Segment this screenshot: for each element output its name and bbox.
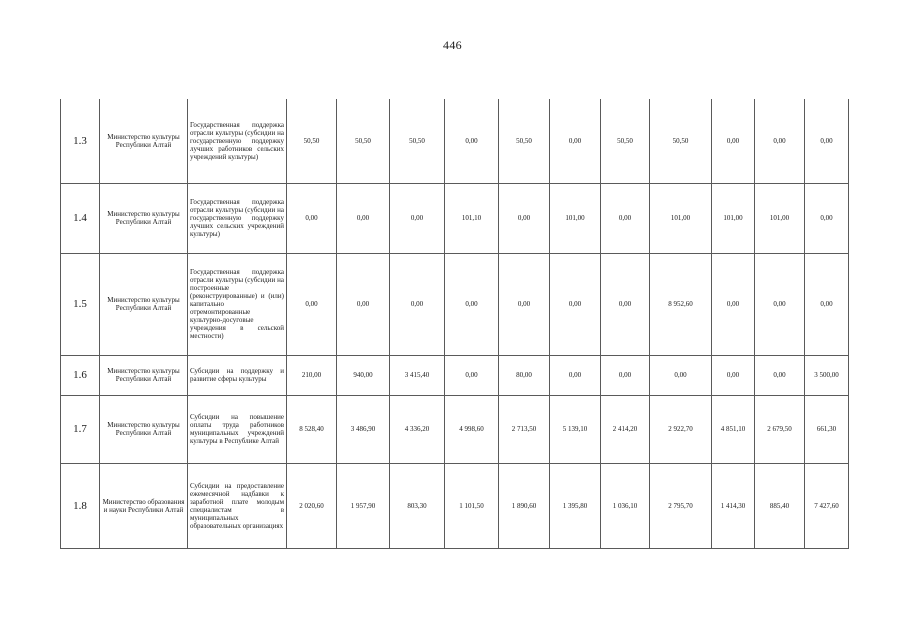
- value-cell: 0,00: [337, 183, 390, 253]
- value-cell: 1 036,10: [601, 463, 650, 548]
- value-cell: 0,00: [499, 253, 550, 355]
- description-cell: Государственная поддержка отрасли культуры (субсидии на государственную поддержку лучших работников сельских учреждений культуры): [188, 99, 287, 183]
- value-cell: 0,00: [445, 253, 499, 355]
- value-cell: 50,50: [287, 99, 337, 183]
- value-cell: 101,00: [650, 183, 712, 253]
- value-cell: 8 528,40: [287, 395, 337, 463]
- value-cell: 0,00: [805, 99, 849, 183]
- organization-cell: Министерство культуры Республики Алтай: [100, 183, 188, 253]
- value-cell: 0,00: [390, 183, 445, 253]
- value-cell: 0,00: [337, 253, 390, 355]
- value-cell: 50,50: [390, 99, 445, 183]
- row-number: 1.4: [61, 183, 100, 253]
- value-cell: 2 679,50: [755, 395, 805, 463]
- budget-table: [60, 99, 849, 549]
- value-cell: 0,00: [445, 99, 499, 183]
- value-cell: 0,00: [805, 253, 849, 355]
- value-cell: 0,00: [712, 99, 755, 183]
- value-cell: 2 414,20: [601, 395, 650, 463]
- row-number: 1.5: [61, 253, 100, 355]
- description-cell: Субсидии на поддержку и развитие сферы культуры: [188, 355, 287, 395]
- value-cell: 661,30: [805, 395, 849, 463]
- value-cell: 3 486,90: [337, 395, 390, 463]
- description-cell: Субсидии на предоставление ежемесячной надбавки к заработной плате молодым специалистам в муниципальных образовательных организациях: [188, 463, 287, 548]
- value-cell: 885,40: [755, 463, 805, 548]
- value-cell: 4 998,60: [445, 395, 499, 463]
- description-cell: Государственная поддержка отрасли культуры (субсидии на государственную поддержку лучших сельских учреждений культуры): [188, 183, 287, 253]
- value-cell: 50,50: [499, 99, 550, 183]
- row-number: 1.7: [61, 395, 100, 463]
- value-cell: 940,00: [337, 355, 390, 395]
- table-row: [61, 99, 849, 183]
- value-cell: 5 139,10: [550, 395, 601, 463]
- value-cell: 0,00: [805, 183, 849, 253]
- value-cell: 1 414,30: [712, 463, 755, 548]
- value-cell: 0,00: [755, 355, 805, 395]
- organization-cell: Министерство образования и науки Республики Алтай: [100, 463, 188, 548]
- value-cell: 0,00: [601, 253, 650, 355]
- value-cell: 4 851,10: [712, 395, 755, 463]
- value-cell: 2 713,50: [499, 395, 550, 463]
- table-row: [61, 463, 849, 548]
- value-cell: 0,00: [712, 355, 755, 395]
- value-cell: 0,00: [287, 183, 337, 253]
- row-number: 1.8: [61, 463, 100, 548]
- value-cell: 50,50: [601, 99, 650, 183]
- value-cell: 101,00: [712, 183, 755, 253]
- value-cell: 101,00: [755, 183, 805, 253]
- value-cell: 2 922,70: [650, 395, 712, 463]
- value-cell: 7 427,60: [805, 463, 849, 548]
- value-cell: 1 101,50: [445, 463, 499, 548]
- value-cell: 0,00: [650, 355, 712, 395]
- organization-cell: Министерство культуры Республики Алтай: [100, 395, 188, 463]
- value-cell: 0,00: [550, 99, 601, 183]
- row-number: 1.3: [61, 99, 100, 183]
- table-row: [61, 355, 849, 395]
- value-cell: 3 415,40: [390, 355, 445, 395]
- value-cell: 50,50: [650, 99, 712, 183]
- value-cell: 50,50: [337, 99, 390, 183]
- value-cell: 2 795,70: [650, 463, 712, 548]
- value-cell: 803,30: [390, 463, 445, 548]
- value-cell: 210,00: [287, 355, 337, 395]
- value-cell: 2 020,60: [287, 463, 337, 548]
- value-cell: 0,00: [755, 253, 805, 355]
- table-row: [61, 395, 849, 463]
- value-cell: 0,00: [499, 183, 550, 253]
- value-cell: 1 957,90: [337, 463, 390, 548]
- page-number: 446: [443, 38, 462, 52]
- description-cell: Субсидии на повышение оплаты труда работников муниципальных учреждений культуры в Республике Алтай: [188, 395, 287, 463]
- value-cell: 0,00: [445, 355, 499, 395]
- row-number: 1.6: [61, 355, 100, 395]
- value-cell: 1 890,60: [499, 463, 550, 548]
- table-row: [61, 183, 849, 253]
- value-cell: 0,00: [550, 253, 601, 355]
- value-cell: 101,10: [445, 183, 499, 253]
- value-cell: 0,00: [390, 253, 445, 355]
- value-cell: 80,00: [499, 355, 550, 395]
- value-cell: 0,00: [550, 355, 601, 395]
- value-cell: 0,00: [287, 253, 337, 355]
- organization-cell: Министерство культуры Республики Алтай: [100, 99, 188, 183]
- value-cell: 8 952,60: [650, 253, 712, 355]
- organization-cell: Министерство культуры Республики Алтай: [100, 253, 188, 355]
- table-row: [61, 253, 849, 355]
- value-cell: 0,00: [755, 99, 805, 183]
- value-cell: 101,00: [550, 183, 601, 253]
- value-cell: 0,00: [601, 183, 650, 253]
- value-cell: 0,00: [601, 355, 650, 395]
- value-cell: 4 336,20: [390, 395, 445, 463]
- description-cell: Государственная поддержка отрасли культуры (субсидии на построенные (реконструированные) и (или) капитально отремонтированные культурно-досуговые учреждения в сельской местности): [188, 253, 287, 355]
- organization-cell: Министерство культуры Республики Алтай: [100, 355, 188, 395]
- value-cell: 1 395,80: [550, 463, 601, 548]
- value-cell: 0,00: [712, 253, 755, 355]
- value-cell: 3 500,00: [805, 355, 849, 395]
